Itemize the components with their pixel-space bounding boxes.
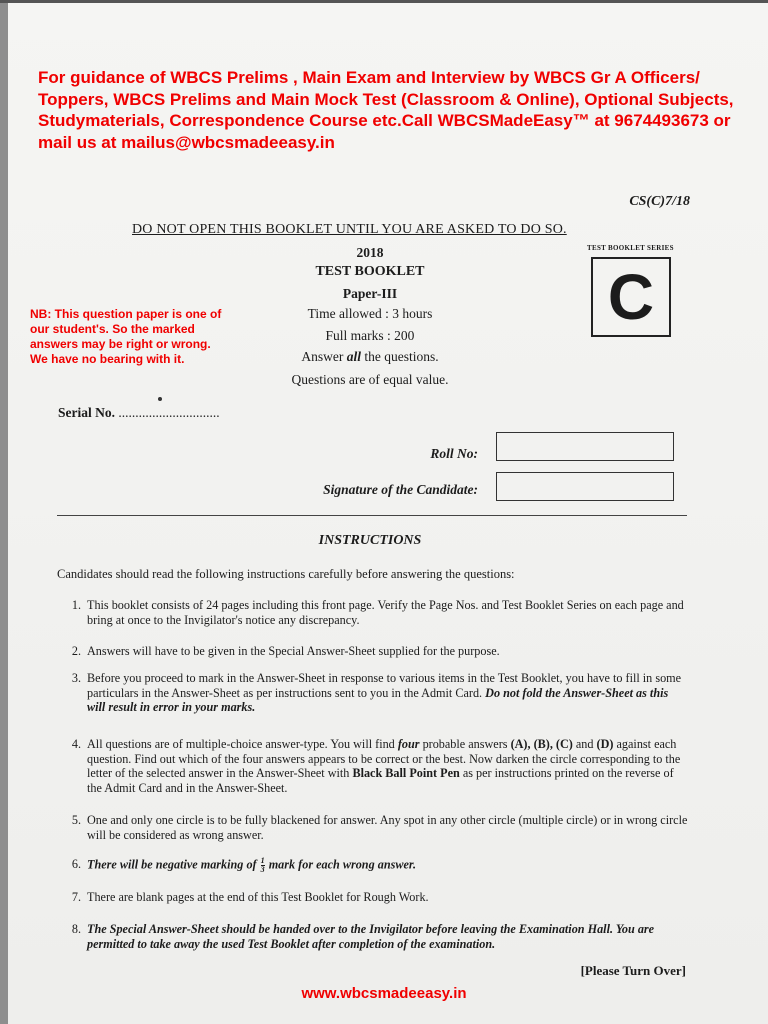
instructions-title: INSTRUCTIONS — [318, 533, 422, 548]
signature-box[interactable] — [496, 472, 674, 501]
item-text: The Special Answer-Sheet should be handed over to the Invigilator before leaving the Examination Hall. You are permitted to take away the used Test Booklet after completion of the examination. — [87, 922, 655, 951]
instruction-item — [57, 813, 689, 842]
pen-requirement: Black Ball Point Pen — [352, 766, 460, 780]
item-text-emphasis: Do not fold the Answer-Sheet as this will result in error in your marks. — [87, 685, 669, 714]
item-number: 1. — [71, 598, 81, 612]
fraction-denominator: 3 — [260, 865, 265, 874]
item-number: 4. — [71, 737, 81, 751]
item-number: 3. — [71, 671, 81, 685]
scan-edge — [0, 0, 8, 1024]
promo-banner: For guidance of WBCS Prelims , Main Exam and Interview by WBCS Gr A Officers/ Toppers, WBCS Prelims and Main Mock Test (Classroom & Online), Optional Subjects, Studymaterials, Correspondence Course etc.Call WBCSMadeEasy™ at 9674493673 or mail us at mailus@wbcsmadeeasy.in — [38, 68, 734, 152]
instruction-item — [57, 644, 689, 659]
item-text: Answers will have to be given in the Special Answer-Sheet supplied for the purpose. — [87, 644, 500, 658]
series-label: TEST BOOKLET SERIES — [587, 244, 674, 252]
roll-number-box[interactable] — [496, 432, 674, 461]
footer-website-link[interactable]: www.wbcsmadeeasy.in — [301, 985, 467, 1002]
item-number: 5. — [71, 813, 81, 827]
item-number: 7. — [71, 890, 81, 904]
answer-all-emphasis: all — [346, 349, 361, 364]
serial-label: Serial No. — [58, 405, 115, 420]
instruction-item — [57, 598, 689, 627]
fraction — [261, 857, 265, 874]
serial-dots: .............................. — [118, 405, 220, 420]
instruction-item — [57, 857, 689, 874]
instructions-intro: Candidates should read the following instructions carefully before answering the questions: — [57, 567, 515, 581]
stray-mark — [158, 397, 162, 401]
booklet-title: TEST BOOKLET — [315, 264, 425, 279]
answer-options: (A), (B), (C) — [510, 737, 573, 751]
item-text-emphasis: mark for each wrong answer. — [265, 857, 416, 872]
item-text-plain: probable answers — [419, 737, 511, 751]
item-text — [87, 671, 689, 715]
item-text-plain: as per instructions printed on the reverse of the Admit Card and in the Answer-Sheet. — [87, 766, 674, 795]
serial-number — [58, 405, 220, 421]
divider — [57, 515, 687, 516]
item-text-plain: and — [572, 737, 597, 751]
scan-top-edge — [0, 0, 768, 3]
item-text-emphasis: There will be negative marking of — [87, 857, 260, 872]
full-marks: Full marks : 200 — [325, 328, 415, 343]
series-letter-box: C — [591, 257, 671, 337]
answer-suffix: the questions. — [361, 349, 439, 364]
item-text: There are blank pages at the end of this Test Booklet for Rough Work. — [87, 890, 429, 904]
roll-label: Roll No: — [430, 446, 478, 461]
item-text — [87, 857, 689, 874]
instruction-item — [57, 671, 689, 715]
item-number: 2. — [71, 644, 81, 658]
please-turn-over: [Please Turn Over] — [580, 963, 686, 978]
answer-all-note — [240, 349, 500, 365]
instruction-item — [57, 737, 689, 795]
instruction-item — [57, 922, 689, 951]
paper-number: Paper-III — [342, 286, 398, 301]
equal-value-note: Questions are of equal value. — [291, 372, 449, 387]
answer-option-d: (D) — [596, 737, 614, 751]
student-note: NB: This question paper is one of our student's. So the marked answers may be right or wrong. We have no bearing with it. — [30, 307, 222, 366]
item-text-plain: All questions are of multiple-choice answer-type. You will find — [87, 737, 398, 751]
item-text — [87, 737, 689, 795]
answer-prefix: Answer — [301, 349, 347, 364]
item-text-plain: Before you proceed to mark in the Answer-Sheet in response to various items in the Test Booklet, you have to fill in some particulars in the Answer-Sheet as per instructions sent to you in the Admit Card. — [87, 671, 682, 700]
item-text: One and only one circle is to be fully blackened for answer. Any spot in any other circle (multiple circle) or in wrong circle will be considered as wrong answer. — [87, 813, 688, 842]
item-text-emphasis: four — [397, 737, 420, 751]
instruction-item — [57, 890, 689, 905]
item-text-plain: against each question. Find out which of the four answers appears to be correct or the best. Now darken the circle corresponding to the letter of the selected answer in the Answer-Sheet with — [87, 737, 681, 780]
item-number: 6. — [71, 857, 81, 871]
paper-code: CS(C)7/18 — [629, 194, 690, 209]
exam-year: 2018 — [356, 245, 384, 260]
fraction-numerator: 1 — [260, 856, 265, 865]
item-number: 8. — [71, 922, 81, 936]
do-not-open-warning: DO NOT OPEN THIS BOOKLET UNTIL YOU ARE ASKED TO DO SO. — [132, 222, 567, 237]
item-text: This booklet consists of 24 pages including this front page. Verify the Page Nos. and Test Booklet Series on each page and bring at once to the Invigilator's notice any discrepancy. — [87, 598, 684, 627]
time-allowed: Time allowed : 3 hours — [307, 306, 433, 321]
signature-label: Signature of the Candidate: — [323, 482, 478, 497]
